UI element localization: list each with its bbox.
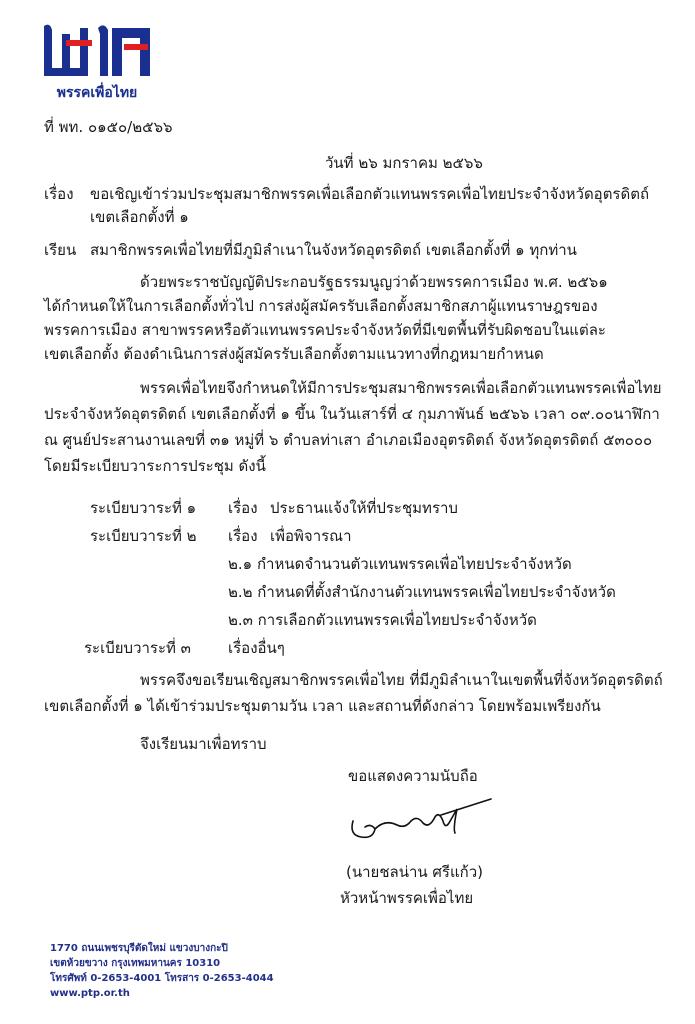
handwritten-signature <box>345 795 495 845</box>
agenda-2-topic: เรื่อง <box>228 527 258 545</box>
agenda-3-label: ระเบียบวาระที่ ๓ <box>84 639 191 657</box>
logo-mark <box>38 20 156 82</box>
paragraph-3-line: เขตเลือกตั้งที่ ๑ ได้เข้าร่วมประชุมตามวัน เวลา และสถานที่ดังกล่าว โดยพร้อมเพรียงกัน <box>44 697 601 715</box>
agenda-1-desc: ประธานแจ้งให้ที่ประชุมทราบ <box>270 499 458 517</box>
signer-title: หัวหน้าพรรคเพื่อไทย <box>340 889 474 907</box>
party-logo <box>38 20 156 102</box>
addressee-text: สมาชิกพรรคเพื่อไทยที่มีภูมิลำเนาในจังหวัดอุตรดิตถ์ เขตเลือกตั้งที่ ๑ ทุกท่าน <box>90 241 577 259</box>
paragraph-2-line: พรรคเพื่อไทยจึงกำหนดให้มีการประชุมสมาชิกพรรคเพื่อเลือกตัวแทนพรรคเพื่อไทย <box>140 379 662 397</box>
paragraph-2-line: ประจำจังหวัดอุตรดิตถ์ เขตเลือกตั้งที่ ๑ ขึ้น ในวันเสาร์ที่ ๔ กุมภาพันธ์ ๒๕๖๖ เวลา ๐๙.๐๐นาฬิกา <box>44 405 660 423</box>
subject-line-2: เขตเลือกตั้งที่ ๑ <box>90 208 189 226</box>
agenda-3-desc: เรื่องอื่นๆ <box>228 639 285 657</box>
paragraph-1-line: ได้กำหนดให้ในการเลือกตั้งทั่วไป การส่งผู้สมัครรับเลือกตั้งสมาชิกสภาผู้แทนราษฎรของ <box>44 297 598 315</box>
paragraph-1-line: เขตเลือกตั้ง ต้องดำเนินการส่งผู้สมัครรับเลือกตั้งตามแนวทางที่กฎหมายกำหนด <box>44 345 544 363</box>
party-name: พรรคเพื่อไทย <box>56 85 138 101</box>
agenda-2-desc: เพื่อพิจารณา <box>270 527 352 545</box>
agenda-2-sub-item: ๒.๓ การเลือกตัวแทนพรรคเพื่อไทยประจำจังหวัด <box>228 611 537 629</box>
letter-date: วันที่ ๒๖ มกราคม ๒๕๖๖ <box>325 154 483 172</box>
regards-text: ขอแสดงความนับถือ <box>348 767 478 785</box>
agenda-2-sub-item: ๒.๑ กำหนดจำนวนตัวแทนพรรคเพื่อไทยประจำจังหวัด <box>228 555 572 573</box>
footer-address-line: 1770 ถนนเพชรบุรีตัดใหม่ แขวงบางกะปิ <box>50 943 228 954</box>
paragraph-3-line: พรรคจึงขอเรียนเชิญสมาชิกพรรคเพื่อไทย ที่มีภูมิลำเนาในเขตพื้นที่จังหวัดอุตรดิตถ์ <box>140 671 663 689</box>
paragraph-2-line: โดยมีระเบียบวาระการประชุม ดังนี้ <box>44 457 266 475</box>
paragraph-2-line: ณ ศูนย์ประสานงานเลขที่ ๓๑ หมู่ที่ ๖ ตำบลท่าเสา อำเภอเมืองอุตรดิตถ์ จังหวัดอุตรดิตถ์ ๕๓๐๐๐ <box>44 431 653 449</box>
agenda-2-label: ระเบียบวาระที่ ๒ <box>90 527 197 545</box>
subject-label: เรื่อง <box>44 185 74 203</box>
signer-name: (นายชลน่าน ศรีแก้ว) <box>346 863 483 881</box>
addressee-label: เรียน <box>44 241 77 259</box>
agenda-1-topic: เรื่อง <box>228 499 258 517</box>
footer-phone-line: โทรศัพท์ 0-2653-4001 โทรสาร 0-2653-4044 <box>50 973 274 984</box>
reference-number: ที่ พท. ๐๑๕๐/๒๕๖๖ <box>44 118 173 136</box>
agenda-1-label: ระเบียบวาระที่ ๑ <box>90 499 197 517</box>
footer-address-line: เขตห้วยขวาง กรุงเทพมหานคร 10310 <box>50 958 221 969</box>
agenda-2-sub-item: ๒.๒ กำหนดที่ตั้งสำนักงานตัวแทนพรรคเพื่อไทยประจำจังหวัด <box>228 583 616 601</box>
paragraph-1-line: ด้วยพระราชบัญญัติประกอบรัฐธรรมนูญว่าด้วยพรรคการเมือง พ.ศ. ๒๕๖๑ <box>140 273 608 291</box>
footer-website: www.ptp.or.th <box>50 988 130 999</box>
closing-text: จึงเรียนมาเพื่อทราบ <box>140 735 267 753</box>
subject-line-1: ขอเชิญเข้าร่วมประชุมสมาชิกพรรคเพื่อเลือกตัวแทนพรรคเพื่อไทยประจำจังหวัดอุตรดิตถ์ <box>90 185 650 203</box>
paragraph-1-line: พรรคการเมือง สาขาพรรคหรือตัวแทนพรรคประจำจังหวัดที่มีเขตพื้นที่รับผิดชอบในแต่ละ <box>44 321 606 339</box>
